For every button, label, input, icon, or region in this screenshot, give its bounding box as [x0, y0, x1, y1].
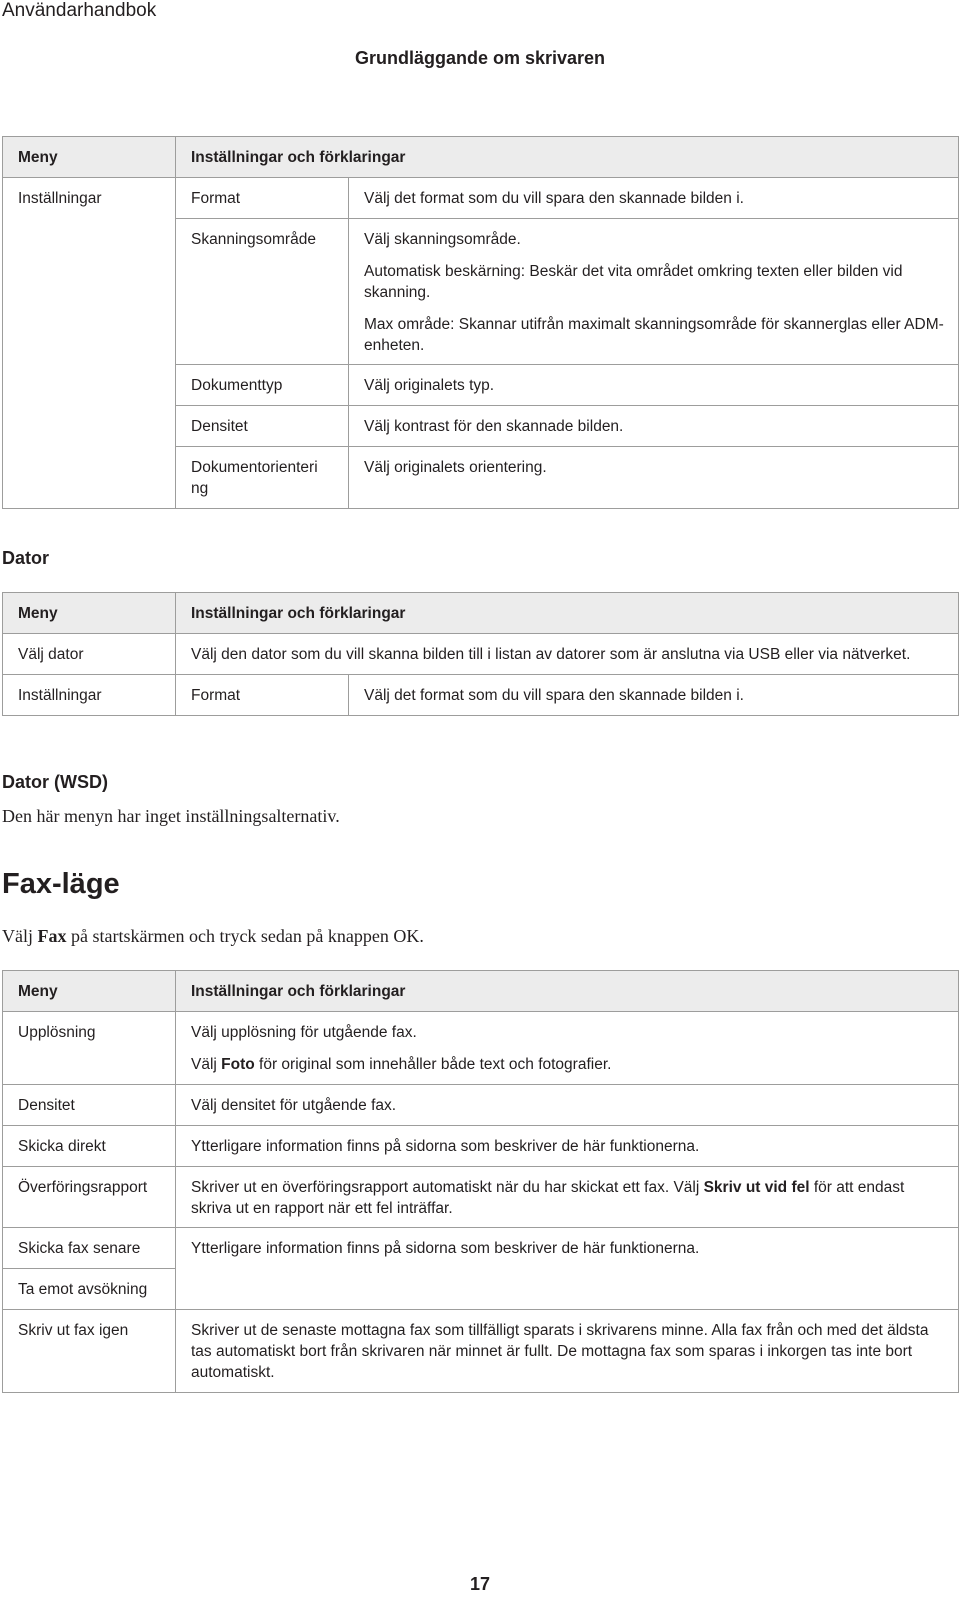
- table-row: [3, 1011, 959, 1084]
- setting-description: Välj det format som du vill spara den skannade bilden i.: [349, 674, 959, 715]
- column-header-settings: Inställningar och förklaringar: [176, 593, 959, 634]
- setting-name: Dokumentorienteri ng: [176, 447, 349, 509]
- table-header-row: [3, 137, 959, 178]
- setting-name: Format: [176, 674, 349, 715]
- setting-description: [349, 406, 959, 447]
- scan-settings-table: [2, 136, 959, 509]
- document-header-title: Användarhandbok: [2, 0, 157, 21]
- section-heading-dator: Dator: [2, 548, 50, 568]
- setting-description: Ytterligare information finns på sidorna som beskriver de här funktionerna.: [176, 1125, 959, 1166]
- setting-description: Ytterligare information finns på sidorna som beskriver de här funktionerna.: [176, 1228, 959, 1269]
- menu-cell: Upplösning: [3, 1011, 176, 1084]
- column-header-menu: Meny: [3, 971, 176, 1012]
- menu-cell: Skriv ut fax igen: [3, 1310, 176, 1393]
- dator-table: [2, 592, 959, 716]
- column-header-settings: Inställningar och förklaringar: [176, 971, 959, 1012]
- menu-cell: Inställningar: [3, 177, 176, 508]
- page-number: 17: [469, 1574, 491, 1594]
- table-row: [3, 1166, 959, 1228]
- setting-description: [176, 1166, 959, 1228]
- text-part: för att endast skriva ut en rapport när ett fel inträffar.: [191, 1178, 905, 1217]
- setting-description: Välj den dator som du vill skanna bilden till i listan av datorer som är anslutna via USB eller via nätverket.: [176, 633, 959, 674]
- setting-name: Skanningsområde: [176, 218, 349, 365]
- table-row: [3, 633, 959, 674]
- setting-name: Densitet: [176, 406, 349, 447]
- setting-description: [349, 447, 959, 509]
- fax-keyword: Fax: [37, 926, 67, 946]
- description-text: Automatisk beskärning: Beskär det vita området omkring texten eller bilden vid skanning.: [364, 262, 903, 301]
- menu-cell: Skicka fax senare: [3, 1228, 176, 1269]
- wsd-description: Den här menyn har inget inställningsalternativ.: [2, 806, 340, 826]
- menu-cell: Inställningar: [3, 674, 176, 715]
- description-text: Välj upplösning för utgående fax.: [191, 1023, 417, 1041]
- section-heading-dator-wsd: Dator (WSD): [2, 772, 108, 792]
- table-header-row: [3, 593, 959, 634]
- bold-option: Foto: [221, 1055, 255, 1073]
- table-row: [3, 1269, 959, 1310]
- table-row: [3, 1228, 959, 1269]
- menu-cell: Överföringsrapport: [3, 1166, 176, 1228]
- setting-description: [176, 1269, 959, 1310]
- description-text: Välj skanningsområde.: [364, 230, 521, 248]
- table-row: [3, 1084, 959, 1125]
- setting-description: [349, 218, 959, 365]
- column-header-menu: Meny: [3, 137, 176, 178]
- description-text: Välj originalets orientering.: [364, 459, 547, 477]
- menu-cell: Välj dator: [3, 633, 176, 674]
- setting-description: Välj densitet för utgående fax.: [176, 1084, 959, 1125]
- description-text: Välj det format som du vill spara den skannade bilden i.: [364, 189, 744, 207]
- table-header-row: [3, 971, 959, 1012]
- description-text: [191, 1055, 948, 1076]
- description-text: Välj kontrast för den skannade bilden.: [364, 418, 624, 436]
- setting-description: [349, 177, 959, 218]
- text-part: för original som innehåller både text och fotografier.: [254, 1055, 612, 1073]
- description-text: Max område: Skannar utifrån maximalt skanningsområde för skannerglas eller ADM-enheten.: [364, 315, 944, 354]
- column-header-settings: Inställningar och förklaringar: [176, 137, 959, 178]
- fax-mode-heading: Fax-läge: [2, 868, 120, 900]
- page-heading: Grundläggande om skrivaren: [354, 48, 606, 68]
- setting-description: Skriver ut de senaste mottagna fax som tillfälligt sparats i skrivarens minne. Alla fax från och med det äldsta tas automatiskt bort från skrivaren när minnet är fullt. De mottagna fax som sparas i inkorgen tas inte bort automatiskt.: [176, 1310, 959, 1393]
- intro-text-part: Välj: [2, 926, 38, 946]
- fax-intro-text: [2, 926, 424, 947]
- menu-cell: Densitet: [3, 1084, 176, 1125]
- setting-description: [349, 365, 959, 406]
- setting-name: Dokumenttyp: [176, 365, 349, 406]
- table-row: [3, 177, 959, 218]
- intro-text-part: på startskärmen och tryck sedan på knappen OK.: [66, 926, 424, 946]
- fax-settings-table: [2, 970, 959, 1393]
- menu-cell: Skicka direkt: [3, 1125, 176, 1166]
- setting-name: Format: [176, 177, 349, 218]
- table-row: [3, 674, 959, 715]
- bold-option: Skriv ut vid fel: [703, 1178, 810, 1196]
- description-text: Välj originalets typ.: [364, 377, 495, 395]
- text-part: Skriver ut en överföringsrapport automatiskt när du har skickat ett fax. Välj: [191, 1178, 704, 1196]
- menu-cell: Ta emot avsökning: [3, 1269, 176, 1310]
- text-part: Välj: [191, 1055, 222, 1073]
- column-header-menu: Meny: [3, 593, 176, 634]
- table-row: [3, 1125, 959, 1166]
- table-row: [3, 1310, 959, 1393]
- setting-description: [176, 1011, 959, 1084]
